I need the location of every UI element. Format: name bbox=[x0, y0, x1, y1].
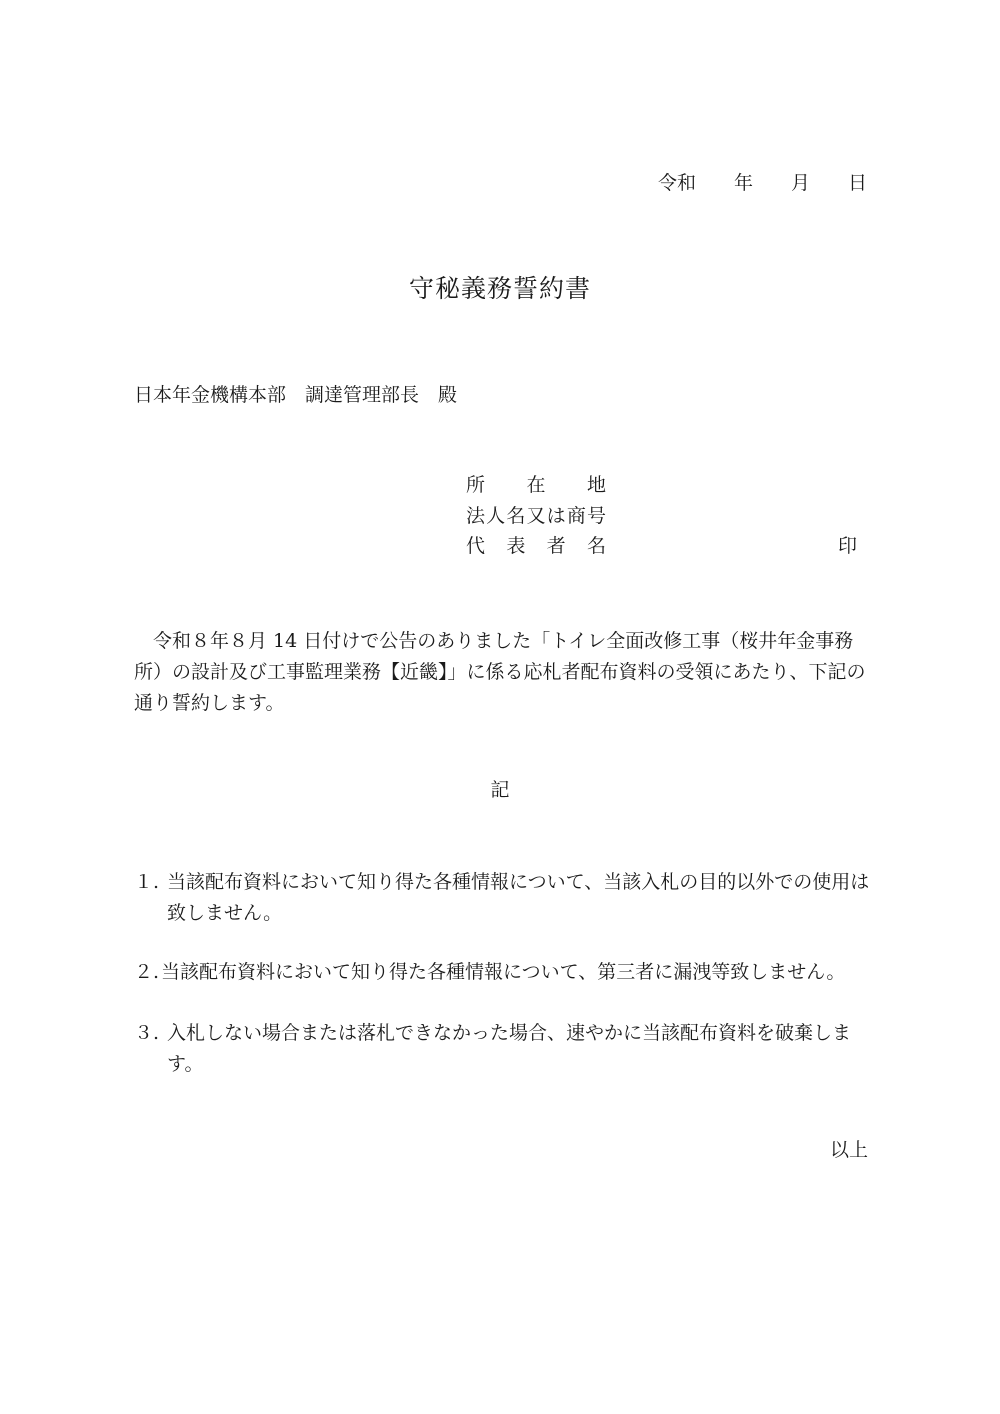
company-label: 法人名又は商号 bbox=[466, 505, 606, 527]
address-label: 所在地 bbox=[466, 474, 606, 496]
sender-address-row bbox=[466, 476, 606, 495]
item-text: 当該配布資料において知り得た各種情報について、第三者に漏洩等致しません。 bbox=[161, 961, 846, 983]
seal-mark: 印 bbox=[838, 535, 858, 557]
date-era: 令和 bbox=[657, 172, 696, 194]
item-text: 入札しない場合または落札できなかった場合、速やかに当該配布資料を破棄します。 bbox=[167, 1022, 852, 1075]
list-item bbox=[134, 957, 870, 988]
date-month: 月 bbox=[790, 172, 810, 194]
body-text: 令和８年８月 14 日付けで公告のありました「トイレ全面改修工事（桜井年金事務所）の設計及び工事監理業務【近畿】」に係る応札者配布資料の受領にあたり、下記の通り誓約します。 bbox=[134, 630, 866, 714]
item-text: 当該配布資料において知り得た各種情報について、当該入札の目的以外での使用は致しません。 bbox=[167, 871, 870, 924]
list-item bbox=[134, 867, 870, 929]
date-line bbox=[658, 174, 867, 193]
addressee-organization: 日本年金機構本部 bbox=[134, 384, 287, 406]
body-paragraph bbox=[134, 626, 870, 719]
item-number: １. bbox=[134, 871, 160, 893]
document-title: 守秘義務誓約書 bbox=[408, 274, 591, 303]
addressee-honorific: 殿 bbox=[438, 384, 458, 406]
addressee bbox=[134, 386, 457, 405]
closing-mark: 以上 bbox=[829, 1139, 868, 1161]
list-item bbox=[134, 1018, 870, 1080]
addressee-position: 調達管理部長 bbox=[305, 384, 420, 406]
item-number: ２. bbox=[134, 961, 160, 983]
date-year: 年 bbox=[733, 172, 753, 194]
date-day: 日 bbox=[847, 172, 867, 194]
sender-representative-row bbox=[466, 537, 606, 556]
item-number: ３. bbox=[134, 1022, 160, 1044]
sender-company-row bbox=[466, 507, 606, 526]
representative-label: 代表者名 bbox=[466, 535, 606, 557]
ki-heading: 記 bbox=[490, 779, 510, 801]
